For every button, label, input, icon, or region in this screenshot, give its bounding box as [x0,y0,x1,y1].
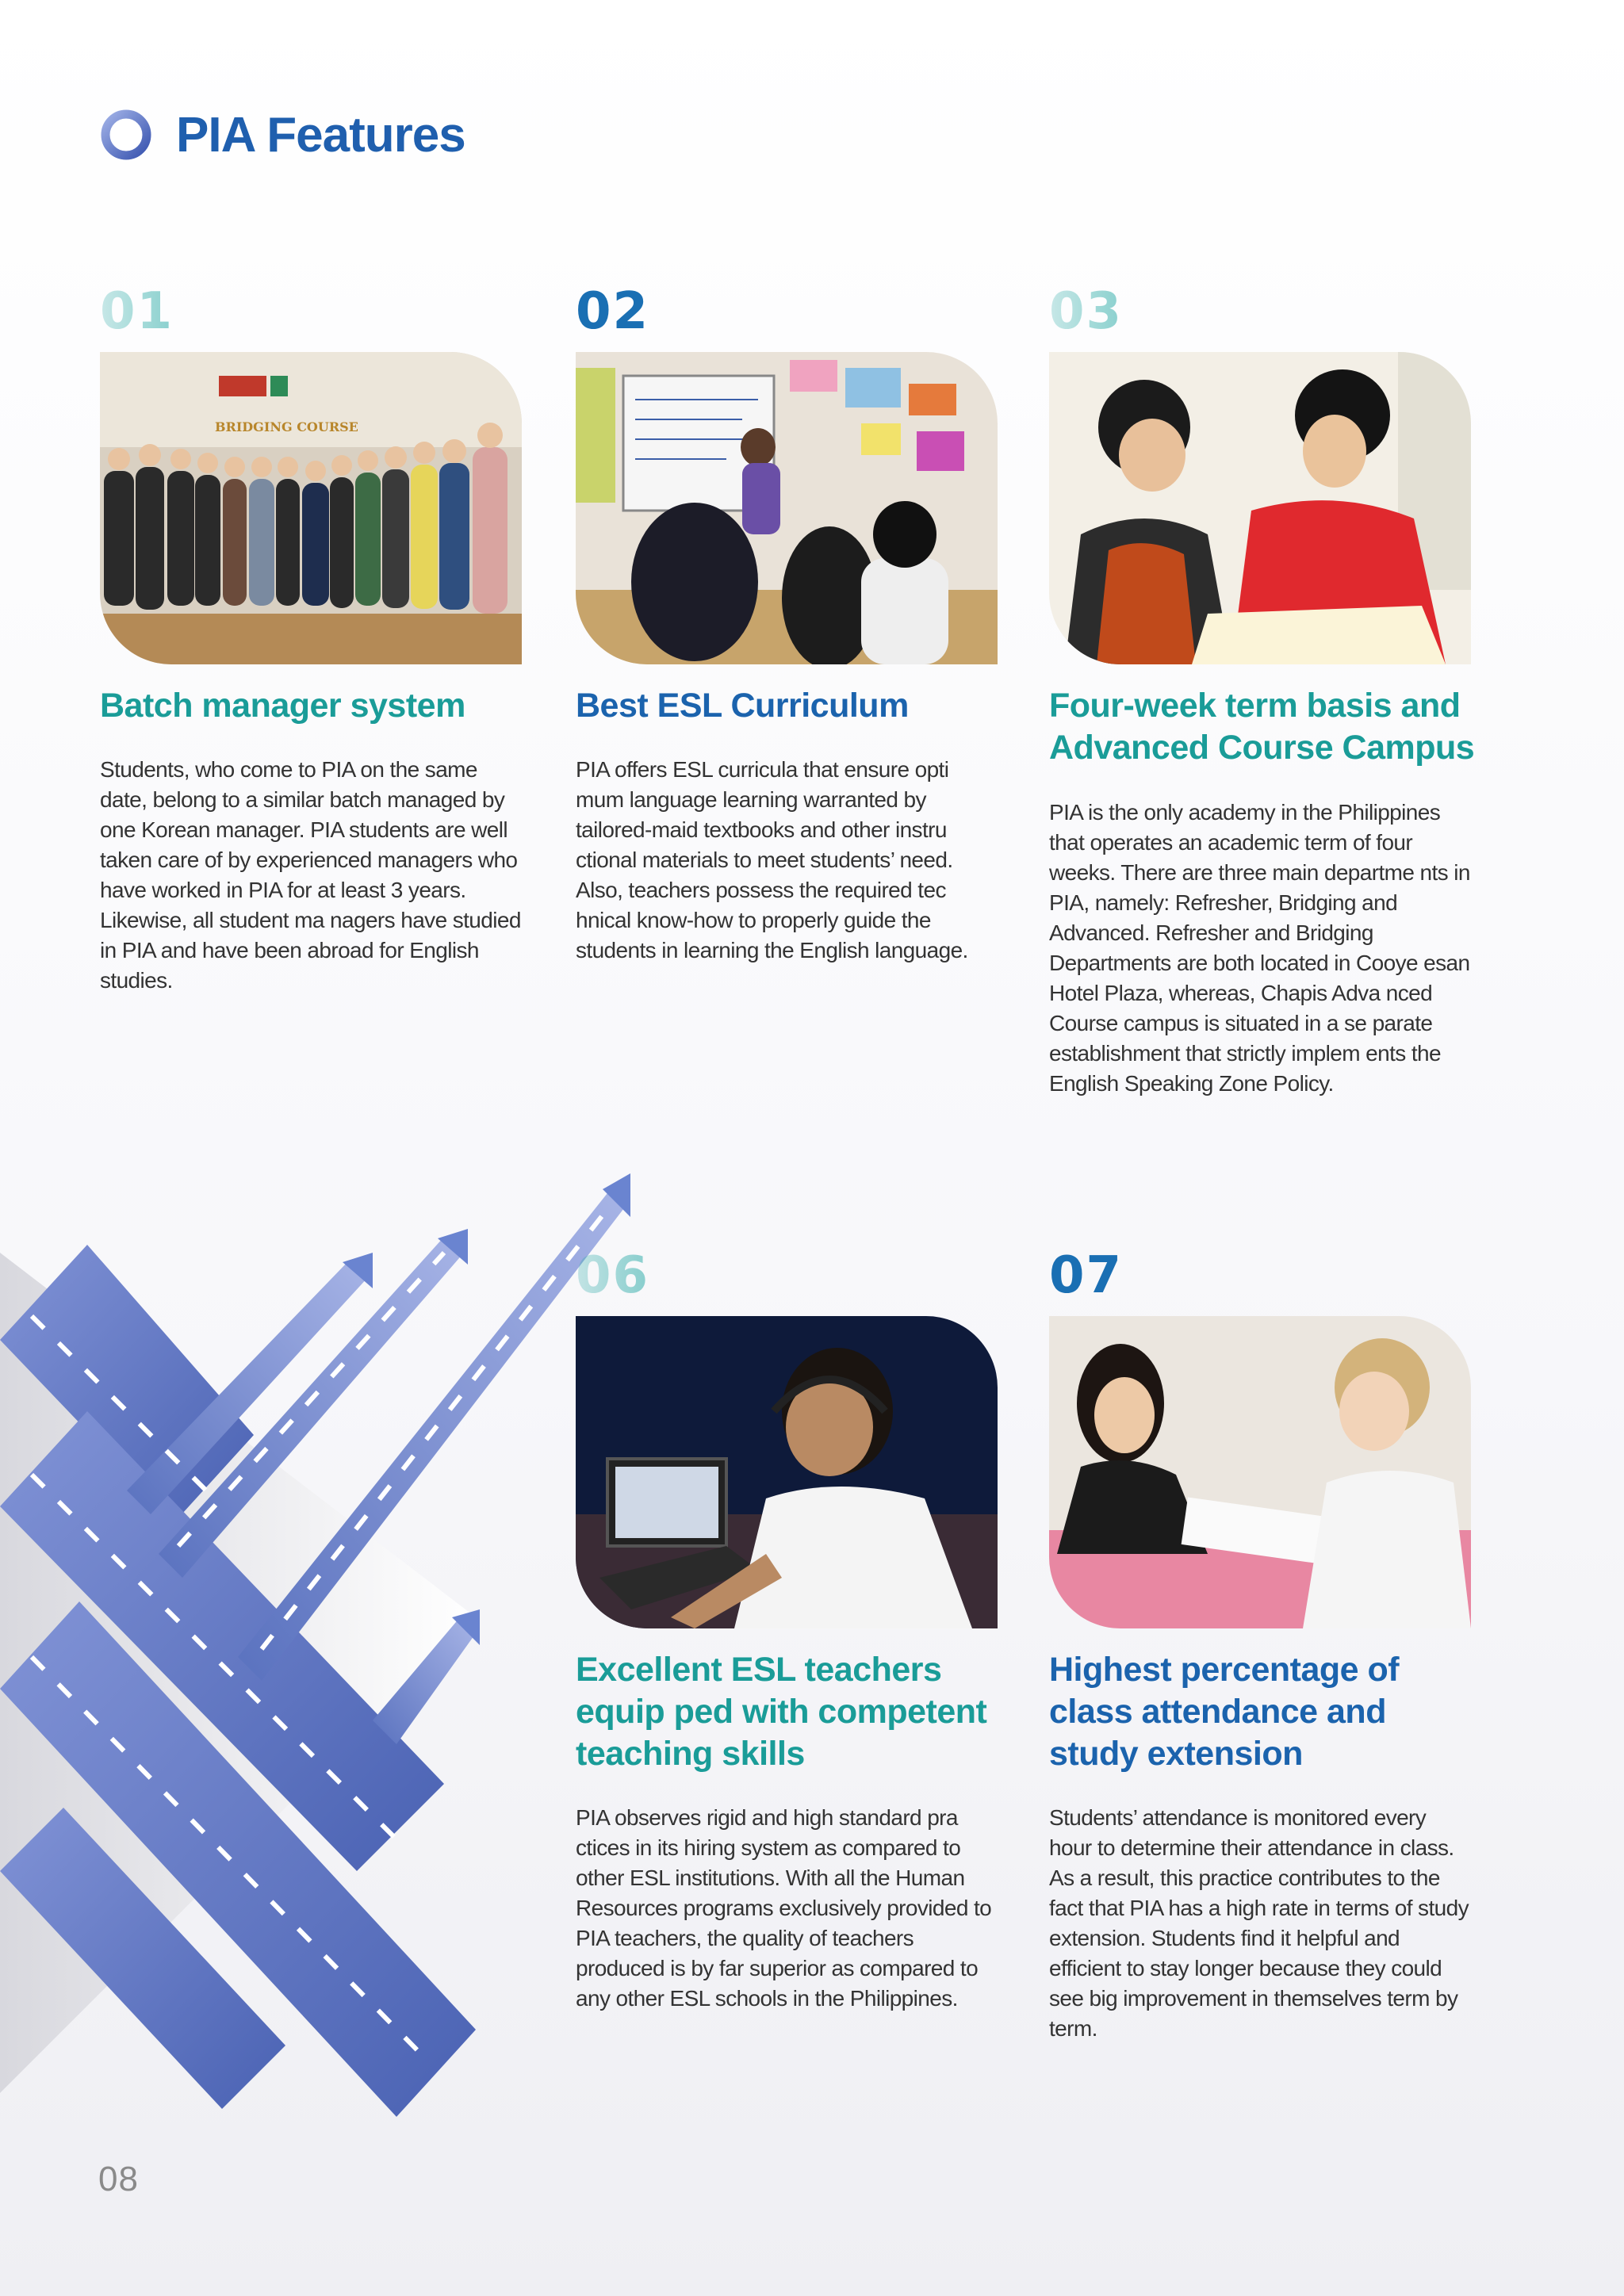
feature-01 [100,282,522,993]
feature-photo-batch-group [100,352,522,664]
feature-03 [1049,282,1475,1096]
feature-number: 07 [1049,1246,1124,1305]
feature-02 [576,282,998,962]
roads-arrows-illustration [0,1173,650,2125]
feature-body: PIA observes rigid and high standard pra ctices in its hiring system as compared to other ESL institutions. With all the Human Resources programs exclusively provided to PIA teachers, the quality of teachers produced is by far superior as compared to any other ESL schools in the Philippines. [576,1805,992,2011]
feature-photo-teacher-headset [576,1316,998,1628]
feature-heading: Batch manager system [100,687,465,725]
feature-body: PIA offers ESL curricula that ensure opti mum language learning warranted by tailored-maid textbooks and other instru ctional materials to meet students’ need. Also, teachers possess the required tec hnical know-how to properly guide the students in learning the English language. [576,757,968,962]
feature-body: Students’ attendance is monitored every hour to determine their attendance in class. As a result, this practice contributes to the fact that PIA has a high rate in terms of study extension. Students find it helpful and efficient to stay longer because they could see big improvement in themselves term by term. [1049,1805,1469,2041]
ring-bullet-icon [100,109,152,161]
photo-sign-text: BRIDGING COURSE [215,419,358,434]
feature-body: PIA is the only academy in the Philippines that operates an academic term of four weeks. There are three main departme nts in PIA, namely: Refresher, Bridging and Advanced. Refresher and Bridging Departments are both located in Cooye esan Hotel Plaza, whereas, Chapis Adva nced Course campus is situated in a se parate establishment that strictly implem ents the English Speaking Zone Policy. [1049,800,1470,1096]
feature-body: Students, who come to PIA on the same date, belong to a similar batch managed by one Korean manager. PIA students are well taken care of by experienced managers who have worked in PIA for at least 3 years. Likewise, all student ma nagers have studied in PIA and have been abroad for English studies. [100,757,521,993]
feature-07 [1049,1246,1471,2041]
feature-photo-classroom [576,352,998,664]
feature-heading: Excellent ESL teachers equip ped with competent teaching skills [576,1651,987,1773]
feature-06 [576,1246,998,2011]
feature-number: 03 [1049,284,1471,339]
feature-photo-tutoring [1049,352,1471,664]
feature-number: 02 [576,282,650,341]
feature-heading: Four-week term basis and Advanced Course Campus [1049,687,1475,767]
feature-photo-one-on-one [1049,1316,1471,1628]
page-number: 08 [98,2160,139,2198]
feature-number: 01 [100,284,522,339]
feature-heading: Highest percentage of class attendance and study extension [1049,1651,1400,1773]
page-title: PIA Features [176,107,465,163]
page-header [100,103,465,166]
feature-number: 06 [576,1248,998,1303]
feature-heading: Best ESL Curriculum [576,687,909,725]
